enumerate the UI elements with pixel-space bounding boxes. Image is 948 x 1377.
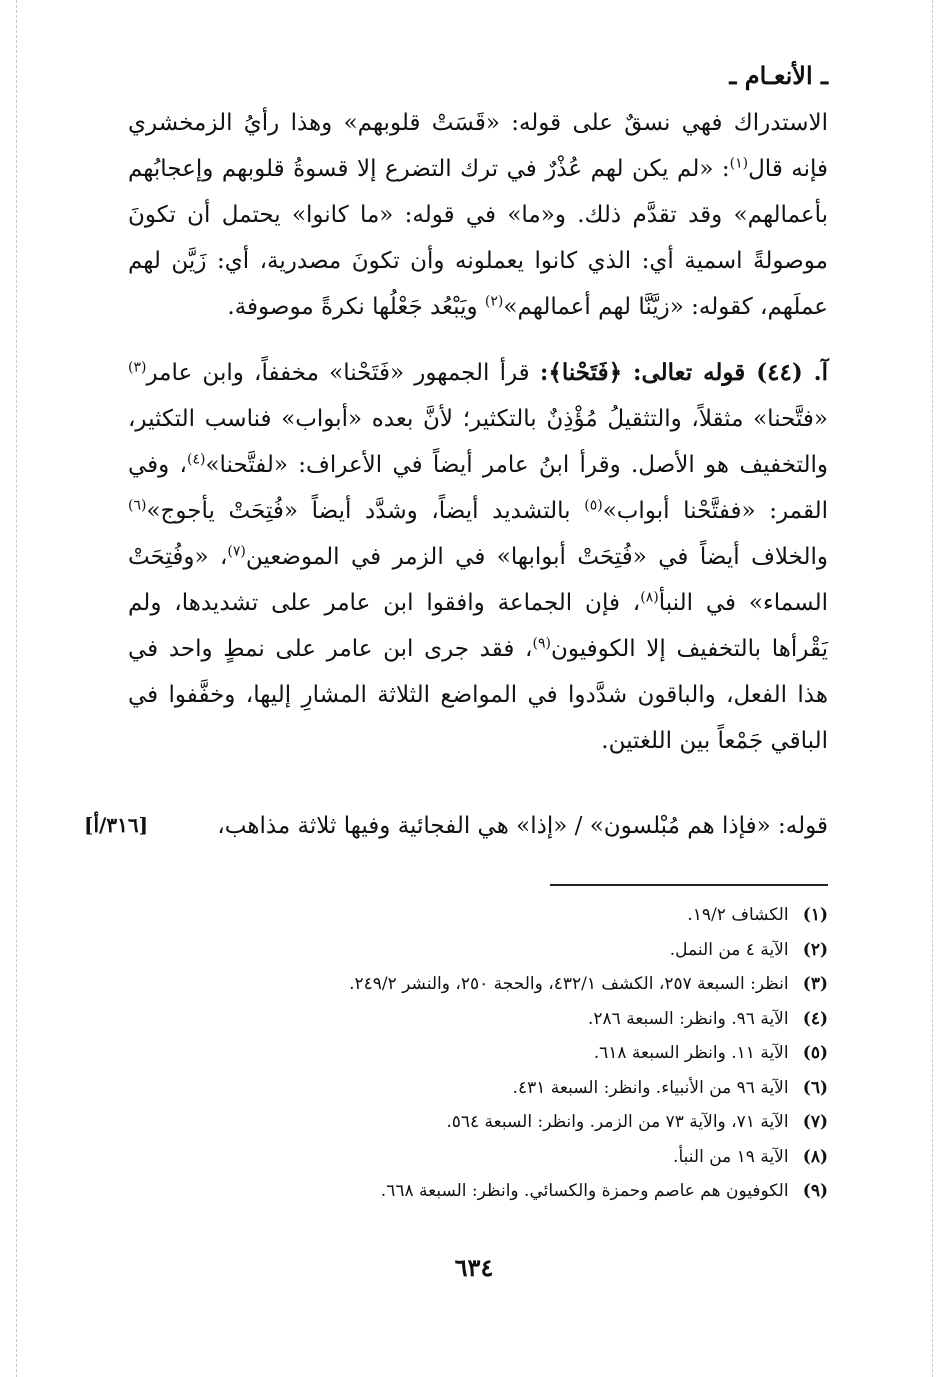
paragraph-2-h: ، فقد جرى ابن عامر على نمطٍ واحد في هذا الفعل، والباقون شدَّدوا في المواضع الثلاثة المشارِ إليها، وخفَّفوا في الباقي جَمْعاً بين اللغتين. bbox=[128, 636, 828, 754]
paragraph-2-f: ، «وفُتِحَتْ السماء» في النبأ bbox=[128, 544, 828, 616]
footnote-number: (٤) bbox=[802, 1008, 828, 1029]
main-text bbox=[128, 100, 828, 764]
paragraph-2-d: بالتشديد أيضاً، وشدَّد أيضاً «فُتِحَتْ يأجوج» bbox=[146, 498, 585, 524]
paragraph-2-a: قرأ الجمهور «فَتَحْنا» مخففاً، وابن عامر bbox=[146, 360, 540, 386]
paragraph-1-end: ويَبْعُد جَعْلُها نكرةً موصوفة. bbox=[227, 294, 485, 320]
footnote-text: الآية ١١. وانظر السبعة ٦١٨. bbox=[593, 1043, 789, 1063]
footnote-item bbox=[128, 967, 828, 1002]
footnote-text: الآية ٩٦. وانظر: السبعة ٢٨٦. bbox=[587, 1008, 789, 1029]
paragraph-2 bbox=[128, 350, 828, 764]
paragraph-1 bbox=[128, 100, 828, 330]
footnote-text: الآية ٧١، والآية ٧٣ من الزمر. وانظر: السبعة ٥٦٤. bbox=[446, 1112, 789, 1132]
footnote-text: انظر: السبعة ٢٥٧، الكشف ٤٣٢/١، والحجة ٢٥٠، والنشر ٢٤٩/٢. bbox=[349, 974, 789, 994]
footnote-ref-1: (١) bbox=[729, 155, 749, 172]
page-number: ٦٣٤ bbox=[454, 1253, 494, 1282]
paragraph-2-c: ، وفي القمر: «ففتَّحْنا أبواب» bbox=[128, 452, 828, 524]
paragraph-2-e: والخلاف أيضاً في «فُتِحَتْ أبوابها» في الزمر في الموضعين bbox=[245, 544, 828, 570]
paragraph-3: قوله: «فإذا هم مُبْلسون» / «إذا» هي الفجائية وفيها ثلاثة مذاهب، bbox=[217, 813, 828, 839]
footnote-ref-8: (٨) bbox=[640, 589, 659, 606]
footnote-text: الآية ١٩ من النبأ. bbox=[673, 1146, 789, 1167]
footnote-item bbox=[128, 1140, 828, 1175]
footnote-item bbox=[128, 933, 828, 968]
footnote-number: (١) bbox=[802, 905, 828, 925]
right-scan-guide bbox=[932, 0, 933, 1377]
footnote-text: الكشاف ١٩/٢. bbox=[687, 905, 789, 925]
running-title: ـ الأنعـام ـ bbox=[729, 61, 828, 90]
footnote-item bbox=[128, 898, 828, 933]
footnote-ref-9: (٩) bbox=[532, 635, 551, 652]
footnote-number: (٩) bbox=[802, 1181, 828, 1201]
paragraph-1-text: الاستدراك فهي نسقٌ على قوله: «قَسَتْ قلوبهم» وهذا رأيُ الزمخشري فإنه قال bbox=[128, 110, 828, 182]
footnote-text: الآية ٩٦ من الأنبياء. وانظر: السبعة ٤٣١. bbox=[512, 1077, 789, 1098]
footnote-ref-3: (٣) bbox=[128, 359, 147, 376]
footnotes-list bbox=[128, 898, 828, 1209]
footnote-number: (٦) bbox=[802, 1077, 828, 1098]
paragraph-2-g: ، فإن الجماعة وافقوا ابن عامر على تشديدها، ولم يَقْرأها بالتخفيف إلا الكوفيون bbox=[128, 590, 828, 662]
footnote-number: (٥) bbox=[802, 1043, 828, 1063]
footnote-ref-7: (٧) bbox=[227, 543, 246, 560]
paragraph-2-b: «فتَّحنا» مثقلاً، والتثقيلُ مُؤْذِنٌ بالتكثير؛ لأنَّ بعده «أبواب» فناسب التكثير، والتخفيف هو الأصل. وقرأ ابنُ عامر أيضاً في الأعراف: «لفتَّحنا» bbox=[128, 406, 828, 478]
footnote-text: الكوفيون هم عاصم وحمزة والكسائي. وانظر: السبعة ٦٦٨. bbox=[380, 1181, 789, 1201]
footnote-item bbox=[128, 1036, 828, 1071]
footnote-text: الآية ٤ من النمل. bbox=[669, 939, 789, 960]
footnote-number: (٢) bbox=[802, 939, 828, 960]
footnote-number: (٨) bbox=[802, 1146, 828, 1167]
footnote-ref-2: (٢) bbox=[484, 293, 504, 310]
footnote-ref-5: (٥) bbox=[584, 497, 603, 514]
paragraph-1-continuation: : «لم يكن لهم عُذْرٌ في ترك التضرع إلا قسوةُ قلوبهم وإعجابُهم بأعمالهم» وقد تقدَّم ذلك. و«ما» في قوله: «ما كانوا» يحتمل أن تكونَ موصولةً اسمية أي: الذي كانوا يعملونه وأن تكونَ مصدرية، أي: زَيَّن لهم عملَهم، كقوله: «زيَّنَّا لهم أعمالهم» bbox=[128, 156, 828, 320]
manuscript-folio-reference: [٣١٦/أ] bbox=[84, 813, 149, 837]
footnote-ref-4: (٤) bbox=[186, 451, 206, 468]
footnote-item bbox=[128, 1105, 828, 1140]
footnote-item bbox=[128, 1071, 828, 1106]
left-scan-guide bbox=[16, 0, 17, 1377]
verse-reference: آ. (٤٤) قوله تعالى: ﴿فَتَحْنا﴾: bbox=[539, 359, 829, 386]
footnote-number: (٧) bbox=[802, 1112, 828, 1132]
footnote-item bbox=[128, 1174, 828, 1209]
footnote-number: (٣) bbox=[802, 974, 828, 994]
footnote-item bbox=[128, 1002, 828, 1037]
footnote-divider bbox=[550, 884, 828, 886]
footnote-ref-6: (٦) bbox=[128, 497, 147, 514]
